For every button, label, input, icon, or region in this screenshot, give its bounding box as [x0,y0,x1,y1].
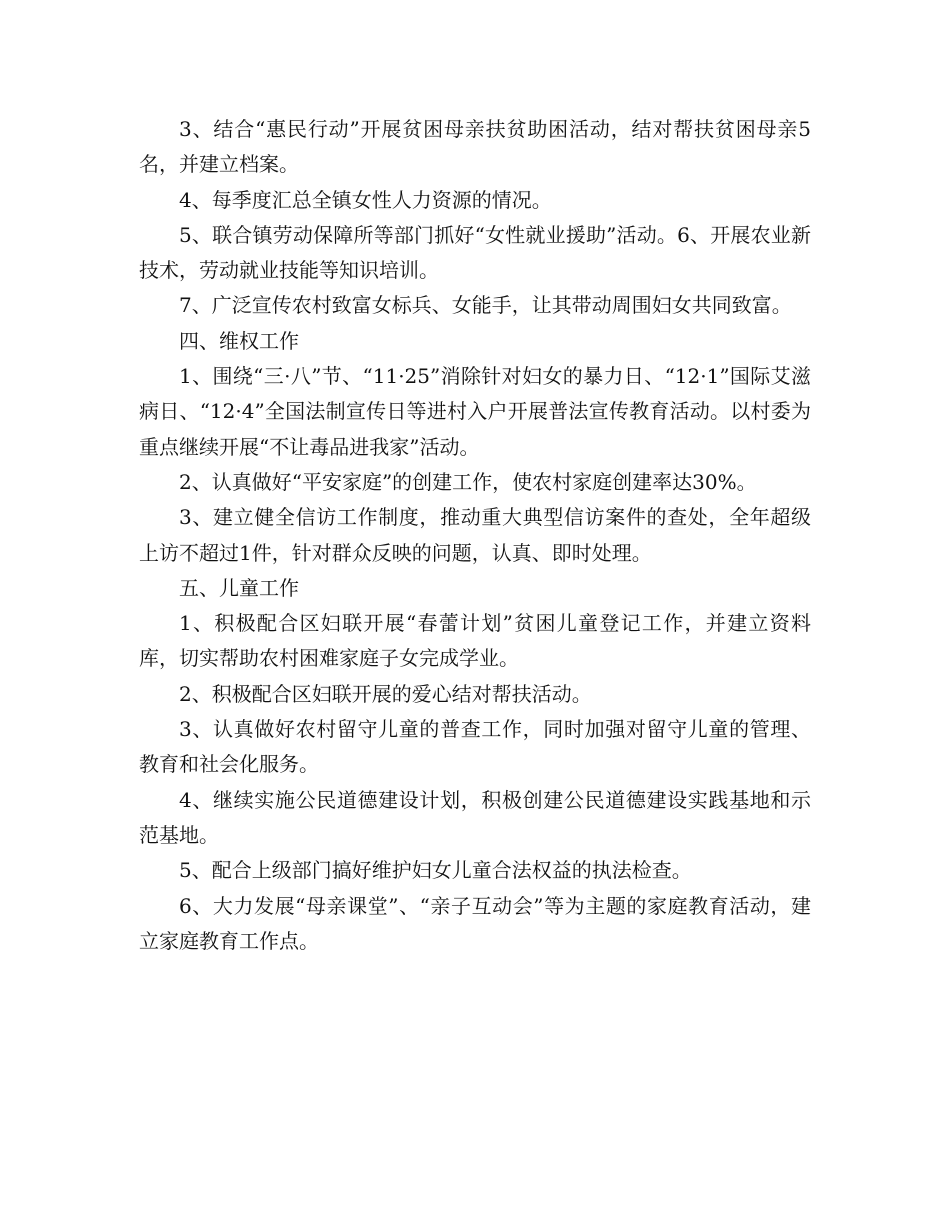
paragraph-family-education: 6、大力发展“母亲课堂”、“亲子互动会”等为主题的家庭教育活动，建立家庭教育工作点。 [139,893,811,953]
paragraph-safe-family: 2、认真做好“平安家庭”的创建工作，使农村家庭创建率达30%。 [179,469,757,494]
paragraph-model-workers: 7、广泛宣传农村致富女标兵、女能手，让其带动周围妇女共同致富。 [179,293,792,318]
paragraph-left-behind-children: 3、认真做好农村留守儿童的普查工作，同时加强对留守儿童的管理、教育和社会化服务。 [139,717,811,777]
paragraph-civic-morality: 4、继续实施公民道德建设计划，积极创建公民道德建设实践基地和示范基地。 [139,787,811,847]
section-heading-rights: 四、维权工作 [179,328,299,353]
document-page [139,112,811,959]
paragraph-legal-education: 1、围绕“三·八”节、“11·25”消除针对妇女的暴力日、“12·1”国际艾滋病日、“12·4”全国法制宣传日等进村入户开展普法宣传教育活动。以村委为重点继续开展“不让毒品进我家”活动。 [139,364,811,459]
paragraph-pairing-aid: 2、积极配合区妇联开展的爱心结对帮扶活动。 [179,681,592,706]
paragraph-poverty-aid: 3、结合“惠民行动”开展贫困母亲扶贫助困活动，结对帮扶贫困母亲5名，并建立档案。 [139,117,811,177]
paragraph-employment-aid: 5、联合镇劳动保障所等部门抓好“女性就业援助”活动。6、开展农业新技术，劳动就业技能等知识培训。 [139,222,811,283]
paragraph-hr-summary: 4、每季度汇总全镇女性人力资源的情况。 [179,187,552,212]
paragraph-spring-bud: 1、积极配合区妇联开展“春蕾计划”贫困儿童登记工作，并建立资料库，切实帮助农村困难家庭子女完成学业。 [139,611,811,671]
paragraph-law-inspection: 5、配合上级部门搞好维护妇女儿童合法权益的执法检查。 [179,858,692,883]
section-heading-children: 五、儿童工作 [179,575,299,600]
paragraph-petition-system: 3、建立健全信访工作制度，推动重大典型信访案件的查处，全年超级上访不超过1件，针对群众反映的问题，认真、即时处理。 [139,505,811,565]
